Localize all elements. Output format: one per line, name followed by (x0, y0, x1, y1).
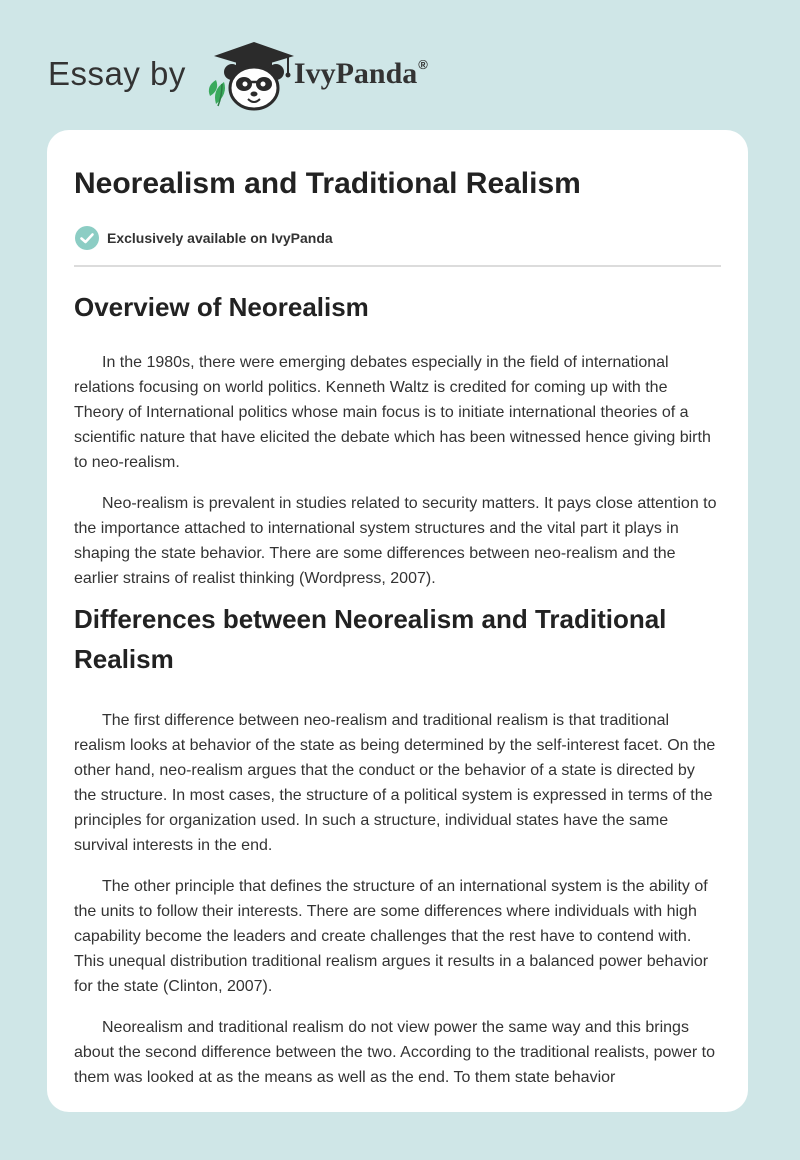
check-circle-icon (74, 225, 100, 251)
paragraph: Neo-realism is prevalent in studies related to security matters. It pays close attention to the importance attached to international system structures and the vital part it plays in shaping the state behavior. There are some differences between neo-realism and the earlier strains of realist thinking (Wordpress, 2007). (74, 495, 717, 587)
registered-mark: ® (418, 57, 428, 72)
article-card (47, 130, 748, 1112)
title-divider (74, 265, 721, 267)
brand-name[interactable]: IvyPanda® (293, 57, 428, 90)
paragraph: Neorealism and traditional realism do not view power the same way and this brings about the second difference between the two. According to the traditional realists, power to them was looked at as the means as well as the end. To them state behavior (74, 1019, 715, 1086)
exclusive-label: Exclusively available on IvyPanda (107, 230, 333, 246)
section-heading: Overview of Neorealism (74, 292, 369, 322)
site-header (48, 34, 428, 114)
brand-prefix: Essay by (48, 55, 186, 92)
paragraph: The first difference between neo-realism and traditional realism is that traditional realism looks at behavior of the state as being determined by the self-interest facet. On the other hand, neo-realism argues that the conduct or the behavior of a state is directed by the structure. In most cases, the structure of a political system is expressed in terms of the principles for organization used. In such a structure, individual states have the same survival interests in the end. (74, 712, 716, 854)
paragraph: In the 1980s, there were emerging debates especially in the field of international relations focusing on world politics. Kenneth Waltz is credited for coming up with the Theory of International politics whose main focus is to initiate international theories of a scientific nature that have elicited the debate which has been witnessed hence giving birth to neo-realism. (74, 354, 711, 471)
paragraph: The other principle that defines the structure of an international system is the ability of the units to follow their interests. There are some differences where individuals with high capability become the leaders and create challenges that the rest have to contend with. This unequal distribution traditional realism argues it results in a balanced power behavior for the state (Clinton, 2007). (74, 878, 709, 995)
section-differences (74, 599, 721, 1090)
section-heading: Differences between Neorealism and Traditional Realism (74, 604, 667, 674)
exclusive-badge (74, 225, 721, 251)
article-title: Neorealism and Traditional Realism (74, 167, 581, 200)
panda-graduate-icon[interactable] (202, 34, 298, 114)
section-overview (74, 287, 721, 591)
